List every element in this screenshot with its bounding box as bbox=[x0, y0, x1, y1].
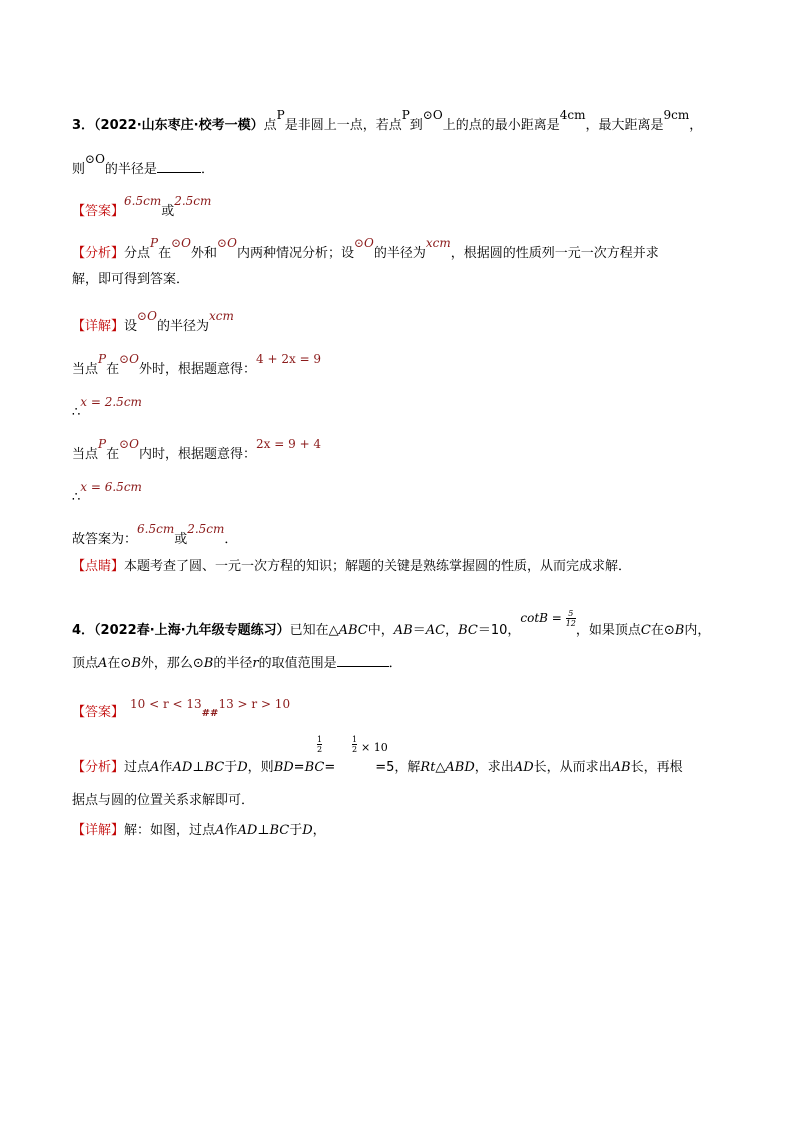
therefore-symbol: ∴ bbox=[72, 405, 81, 420]
q3-text: 或 bbox=[161, 204, 175, 219]
q4-text: 作 bbox=[224, 823, 238, 838]
comment-tag: 【点睛】 bbox=[72, 559, 125, 574]
q4-math: A bbox=[150, 760, 160, 775]
q4-text: 中， bbox=[367, 623, 394, 638]
q4-math: AD⊥BC bbox=[172, 760, 225, 775]
q4-text: ，求出 bbox=[474, 760, 514, 775]
q3-text: 的半径为 bbox=[373, 246, 426, 261]
q4-math: B bbox=[674, 623, 685, 638]
fraction-denominator: 2 bbox=[352, 745, 358, 754]
q4-text: 解：如图，过点 bbox=[124, 823, 216, 838]
q3-case2 bbox=[72, 437, 322, 464]
detail-tag: 【详解】 bbox=[72, 823, 125, 838]
q4-text: 作 bbox=[159, 760, 173, 775]
q4-math: B bbox=[131, 656, 141, 671]
q3-text: 点 bbox=[263, 118, 277, 133]
q4-text: △ bbox=[435, 760, 446, 775]
q3-text: 或 bbox=[174, 532, 188, 547]
q4-cot-label: cotB = bbox=[520, 611, 562, 625]
q3-text: 内时，根据题意得： bbox=[139, 447, 257, 462]
q4-math: D bbox=[237, 760, 248, 775]
q4-math: ABD bbox=[445, 760, 475, 775]
q4-text: 顶点 bbox=[72, 656, 99, 671]
q3-comment bbox=[72, 558, 631, 576]
q4-math: C bbox=[640, 623, 651, 638]
q3-answer-b: 2.5cm bbox=[174, 194, 212, 208]
fraction-denominator: 12 bbox=[565, 619, 576, 628]
q4-text: 于 bbox=[289, 823, 303, 838]
q3-math: ⊙O bbox=[353, 236, 374, 250]
q3-max-distance: 9cm bbox=[663, 108, 690, 122]
q4-text: ＝10， bbox=[477, 623, 521, 638]
q3-math: ⊙O bbox=[217, 236, 237, 250]
q4-source: （2022春·上海·九年级专题练习） bbox=[94, 623, 290, 638]
q4-text: ． bbox=[388, 656, 402, 671]
analysis-tag: 【分析】 bbox=[72, 760, 125, 775]
q4-detail bbox=[72, 822, 326, 840]
q4-text: 过点 bbox=[124, 760, 151, 775]
q3-text: ，最大距离是 bbox=[585, 118, 664, 133]
q4-text: =5，解 bbox=[375, 760, 421, 775]
q4-math: A bbox=[98, 656, 108, 671]
q3-result-2: x = 6.5cm bbox=[80, 480, 142, 494]
q3-text: 解，即可得到答案． bbox=[72, 272, 190, 287]
q3-answer-a: 6.5cm bbox=[124, 194, 162, 208]
q3-math: ⊙O bbox=[137, 309, 157, 323]
q4-math: D bbox=[302, 823, 313, 838]
q4-text: 于 bbox=[224, 760, 238, 775]
q4-text: = bbox=[293, 760, 305, 775]
q3-equation-1: 4 + 2x = 9 bbox=[256, 352, 322, 366]
q3-text: 故答案为： bbox=[72, 532, 138, 547]
q3-result1 bbox=[72, 395, 142, 422]
q4-math: A bbox=[215, 823, 225, 838]
q3-math: 2.5cm bbox=[187, 522, 225, 536]
q3-analysis-line1 bbox=[72, 236, 659, 263]
q3-text: ． bbox=[200, 162, 214, 177]
q3-text: 设 bbox=[124, 319, 138, 334]
q4-text: 的半径 bbox=[213, 656, 253, 671]
q4-math: AC bbox=[425, 623, 446, 638]
q4-text: 长，再根 bbox=[630, 760, 683, 775]
q3-result2 bbox=[72, 480, 142, 507]
q3-text: 到 bbox=[409, 118, 423, 133]
q3-text: 在 bbox=[106, 447, 120, 462]
q3-text: 当点 bbox=[72, 447, 99, 462]
q3-analysis-line2 bbox=[72, 271, 189, 289]
q4-times-ten: × 10 bbox=[361, 741, 388, 754]
fraction-denominator: 2 bbox=[317, 745, 323, 754]
q3-case1 bbox=[72, 352, 322, 379]
q4-analysis-line1 bbox=[72, 759, 683, 777]
q3-math: xcm bbox=[425, 236, 451, 250]
q3-text: 外时，根据题意得： bbox=[139, 362, 257, 377]
q3-text: 在 bbox=[106, 362, 120, 377]
q3-text: ， bbox=[689, 118, 703, 133]
q4-text: 内， bbox=[684, 623, 711, 638]
q3-answer-blank bbox=[157, 160, 201, 173]
q4-stem-line2 bbox=[72, 654, 402, 673]
detail-tag: 【详解】 bbox=[72, 319, 125, 334]
q4-answer-b: 13 > r > 10 bbox=[218, 697, 291, 711]
q4-cotangent bbox=[520, 609, 576, 628]
q4-answer-a: 10 < r < 13 bbox=[130, 697, 202, 711]
q3-math: P bbox=[98, 352, 107, 366]
q3-text: 当点 bbox=[72, 362, 99, 377]
q3-text: 则 bbox=[72, 162, 86, 177]
q3-circle-o: ⊙O bbox=[422, 108, 443, 122]
q3-detail bbox=[72, 309, 234, 336]
q4-answer-blank bbox=[337, 654, 389, 667]
q3-math: ⊙O bbox=[119, 352, 140, 366]
q4-math: AB bbox=[611, 760, 631, 775]
fraction-numerator: 1 bbox=[317, 735, 323, 744]
q4-analysis-line2 bbox=[72, 792, 254, 810]
q4-text: ＝ bbox=[412, 623, 426, 638]
q3-math: ⊙O bbox=[119, 437, 140, 451]
q4-math: Rt bbox=[420, 760, 436, 775]
q3-text: 分点 bbox=[124, 246, 151, 261]
q4-text: ，如果顶点 bbox=[575, 623, 641, 638]
answer-tag: 【答案】 bbox=[72, 705, 125, 720]
q4-cot-fraction bbox=[566, 609, 576, 628]
q4-math: r bbox=[252, 656, 259, 671]
q4-answer-separator: ## bbox=[201, 708, 219, 719]
q4-math: ABC bbox=[338, 623, 368, 638]
therefore-symbol: ∴ bbox=[72, 490, 81, 505]
q3-point-p: P bbox=[401, 108, 410, 122]
q4-text: = bbox=[324, 760, 336, 775]
q3-equation-2: 2x = 9 + 4 bbox=[256, 437, 322, 451]
q4-text: 的取值范围是 bbox=[258, 656, 337, 671]
q4-text: ， bbox=[312, 823, 326, 838]
q4-math: AD bbox=[513, 760, 534, 775]
q4-math: AB bbox=[393, 623, 413, 638]
q3-answer bbox=[72, 194, 212, 221]
q3-text: 的半径是 bbox=[104, 162, 157, 177]
q3-text: 内两种情况分析；设 bbox=[236, 246, 354, 261]
analysis-tag: 【分析】 bbox=[72, 246, 125, 261]
q4-text: ，则 bbox=[247, 760, 274, 775]
q3-number: 3． bbox=[72, 118, 95, 133]
q4-math: AD⊥BC bbox=[237, 823, 290, 838]
q4-math: BD bbox=[273, 760, 294, 775]
q3-text: 在 bbox=[158, 246, 172, 261]
fraction-numerator: 5 bbox=[566, 609, 576, 619]
q3-source: （2022·山东枣庄·校考一模） bbox=[94, 118, 264, 133]
q3-math: 6.5cm bbox=[137, 522, 175, 536]
q3-text: ． bbox=[224, 532, 238, 547]
q3-stem-line2 bbox=[72, 152, 214, 179]
q3-math: ⊙O bbox=[171, 236, 192, 250]
q4-half-fraction-2 bbox=[352, 735, 357, 754]
q3-text: 上的点的最小距离是 bbox=[442, 118, 560, 133]
q4-text: 在⊙ bbox=[107, 656, 132, 671]
q4-stem-line1 bbox=[72, 609, 711, 640]
q3-result-1: x = 2.5cm bbox=[80, 395, 142, 409]
q4-text: ， bbox=[445, 623, 459, 638]
q4-math: BC bbox=[458, 623, 478, 638]
q3-final bbox=[72, 522, 238, 549]
q3-math: P bbox=[98, 437, 107, 451]
q3-text: 是非圆上一点，若点 bbox=[284, 118, 402, 133]
q4-text: 长，从而求出 bbox=[533, 760, 612, 775]
q3-comment-text: 本题考查了圆、一元一次方程的知识；解题的关键是熟练掌握圆的性质，从而完成求解． bbox=[124, 559, 632, 574]
q3-math: P bbox=[150, 236, 159, 250]
q3-text: ，根据圆的性质列一元一次方程并求 bbox=[450, 246, 659, 261]
q3-circle-o: ⊙O bbox=[85, 152, 105, 166]
q3-text: 外和 bbox=[191, 246, 218, 261]
q3-text: 的半径为 bbox=[156, 319, 209, 334]
q3-min-distance: 4cm bbox=[559, 108, 586, 122]
q4-half-fraction-1 bbox=[317, 735, 322, 754]
q4-math: B bbox=[203, 656, 214, 671]
answer-tag: 【答案】 bbox=[72, 204, 125, 219]
q3-math: xcm bbox=[208, 309, 234, 323]
q3-point-p: P bbox=[276, 108, 285, 122]
q4-text: 据点与圆的位置关系求解即可． bbox=[72, 793, 255, 808]
q4-number: 4． bbox=[72, 623, 95, 638]
q4-text: 在⊙ bbox=[650, 623, 675, 638]
q4-text: 外，那么⊙ bbox=[140, 656, 204, 671]
q4-text: 已知在△ bbox=[289, 623, 339, 638]
q4-answer bbox=[72, 697, 291, 723]
q4-math: BC bbox=[304, 760, 325, 775]
q3-stem-line1 bbox=[72, 108, 703, 135]
fraction-numerator: 1 bbox=[352, 735, 358, 744]
